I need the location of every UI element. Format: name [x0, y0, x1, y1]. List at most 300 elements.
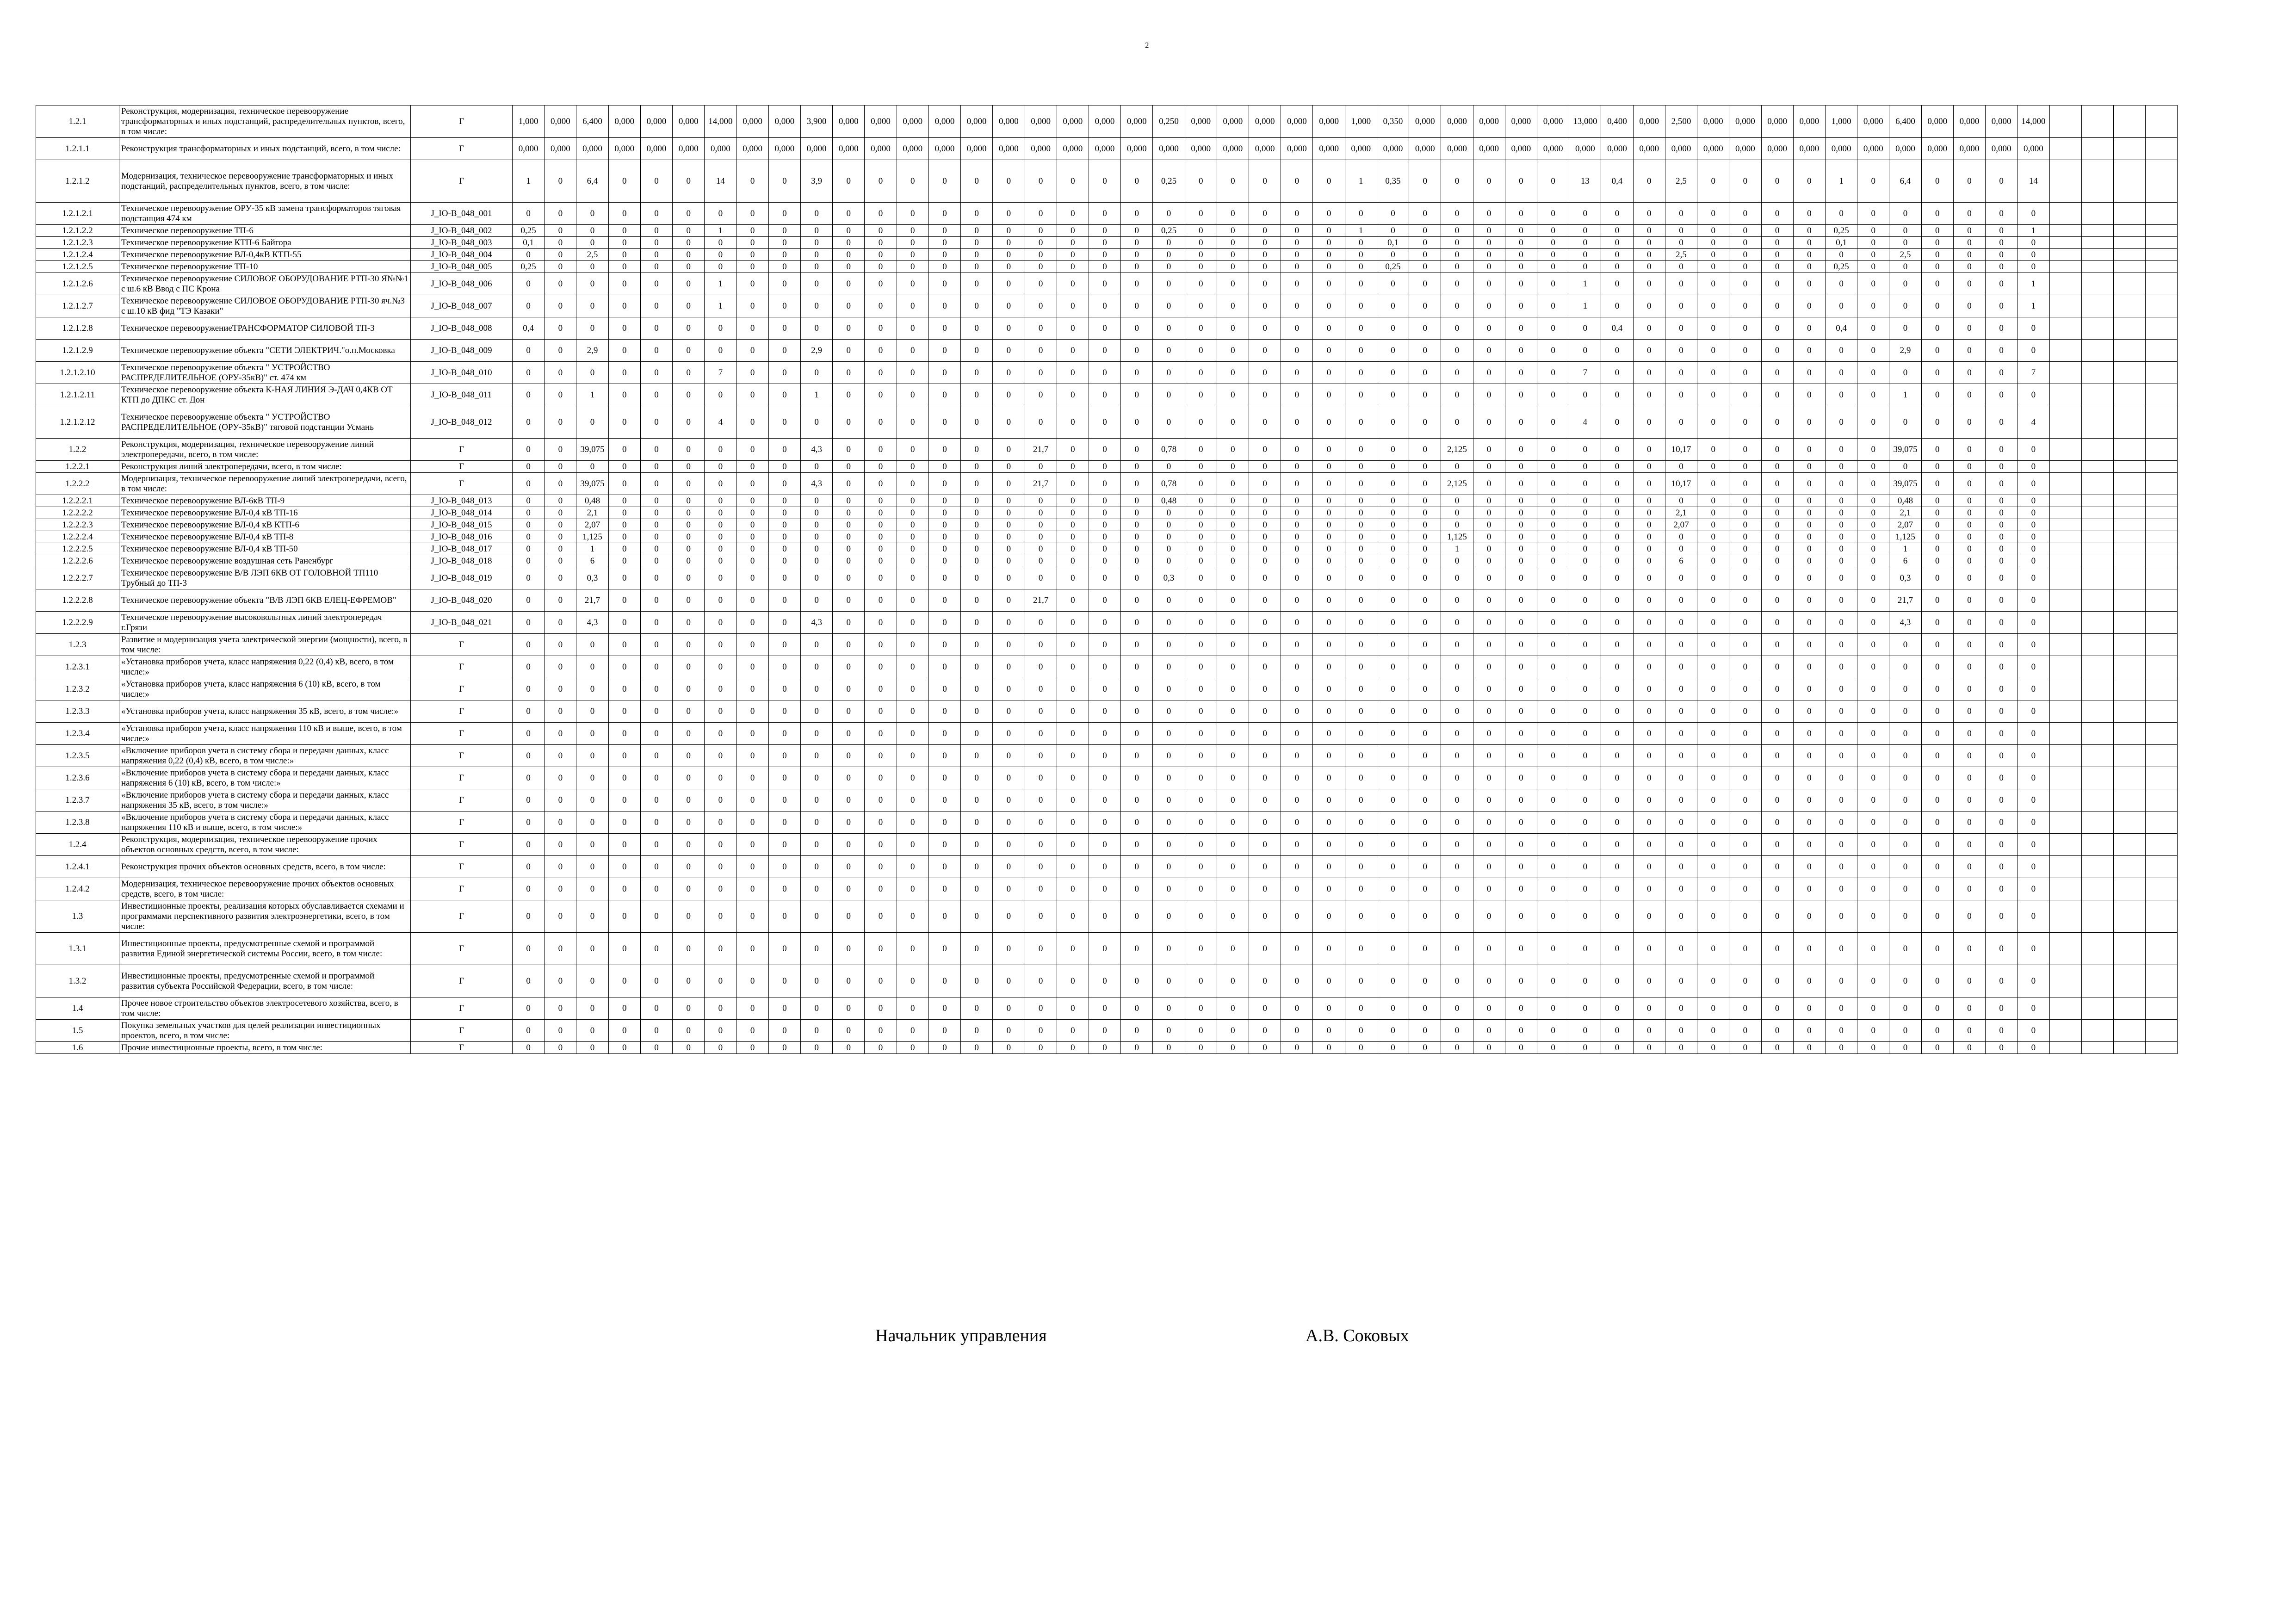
value-cell	[2081, 900, 2113, 933]
value-cell: 0	[1089, 856, 1120, 878]
value-cell: 0	[1665, 384, 1697, 406]
value-cell: 2,07	[576, 519, 608, 531]
value-cell: 0	[1601, 519, 1633, 531]
value-cell: 0	[1793, 745, 1825, 767]
value-cell: 0	[1057, 555, 1089, 567]
value-cell: 0	[1793, 543, 1825, 555]
value-cell: 21,7	[576, 589, 608, 612]
value-cell: 0	[1121, 461, 1153, 473]
value-cell: 0	[1217, 439, 1249, 461]
value-cell: 0	[1953, 362, 1985, 384]
value-cell: 0	[768, 384, 800, 406]
value-cell: 0	[640, 461, 672, 473]
value-cell: 0	[1345, 406, 1377, 439]
value-cell: 0,3	[576, 567, 608, 589]
value-cell: 0	[545, 495, 576, 507]
value-cell: 0	[1345, 237, 1377, 249]
value-cell: 0	[1441, 1020, 1473, 1042]
value-cell: 0,000	[1857, 105, 1889, 138]
value-cell: 0	[1953, 634, 1985, 656]
value-cell: 0	[1857, 589, 1889, 612]
value-cell: 0	[1761, 1020, 1793, 1042]
value-cell: 0	[1153, 965, 1185, 997]
value-cell: 0	[1793, 634, 1825, 656]
row-code: J_IO-B_048_003	[411, 237, 513, 249]
value-cell: 0	[1665, 789, 1697, 812]
value-cell: 0	[768, 439, 800, 461]
value-cell	[2113, 160, 2145, 203]
value-cell: 0	[2018, 767, 2049, 789]
value-cell: 0	[1857, 723, 1889, 745]
value-cell: 1,125	[1889, 531, 1921, 543]
value-cell: 0	[513, 555, 545, 567]
value-cell: 0	[1537, 767, 1569, 789]
value-cell: 0	[1185, 997, 1217, 1020]
value-cell: 0	[1153, 745, 1185, 767]
value-cell: 0	[1665, 317, 1697, 340]
value-cell: 0	[2018, 555, 2049, 567]
value-cell: 0	[1986, 362, 2018, 384]
value-cell	[2146, 589, 2178, 612]
value-cell: 0	[961, 933, 993, 965]
value-cell: 0	[1601, 634, 1633, 656]
value-cell: 0	[1473, 273, 1505, 295]
value-cell: 0	[1057, 261, 1089, 273]
value-cell: 0,25	[513, 225, 545, 237]
value-cell: 0,35	[1377, 160, 1409, 203]
value-cell: 0	[1345, 567, 1377, 589]
value-cell: 0	[897, 439, 928, 461]
value-cell: 0	[865, 965, 897, 997]
value-cell: 0	[1857, 933, 1889, 965]
value-cell: 0	[1313, 700, 1345, 723]
value-cell: 0	[1473, 225, 1505, 237]
value-cell: 0,25	[1153, 225, 1185, 237]
value-cell: 0	[897, 362, 928, 384]
value-cell	[2081, 543, 2113, 555]
value-cell: 0	[1377, 812, 1409, 834]
value-cell: 0	[1665, 612, 1697, 634]
value-cell: 0	[1313, 965, 1345, 997]
value-cell: 0	[1569, 589, 1601, 612]
value-cell: 0	[545, 384, 576, 406]
value-cell: 0	[1025, 295, 1057, 317]
value-cell: 0	[513, 965, 545, 997]
value-cell: 0	[1377, 439, 1409, 461]
value-cell: 0	[1729, 856, 1761, 878]
value-cell: 0	[1921, 160, 1953, 203]
value-cell: 0,350	[1377, 105, 1409, 138]
value-cell: 0	[1761, 203, 1793, 225]
value-cell: 0	[608, 273, 640, 295]
value-cell: 0	[961, 203, 993, 225]
value-cell	[2081, 105, 2113, 138]
value-cell: 0,000	[1986, 105, 2018, 138]
value-cell: 0	[993, 997, 1025, 1020]
value-cell: 0	[1569, 656, 1601, 678]
value-cell: 0	[1665, 700, 1697, 723]
value-cell: 0	[640, 203, 672, 225]
value-cell: 0	[640, 261, 672, 273]
value-cell: 0	[1633, 507, 1665, 519]
value-cell: 0	[736, 812, 768, 834]
value-cell: 0	[1921, 507, 1953, 519]
value-cell: 0	[1569, 439, 1601, 461]
value-cell: 0	[1313, 933, 1345, 965]
value-cell: 0	[833, 439, 865, 461]
value-cell: 0	[1313, 1020, 1345, 1042]
row-number: 1.2.1.2.9	[36, 340, 119, 362]
value-cell: 0	[1153, 678, 1185, 700]
value-cell: 0	[576, 461, 608, 473]
value-cell: 0	[1473, 834, 1505, 856]
value-cell: 0	[1697, 160, 1729, 203]
value-cell: 0	[513, 656, 545, 678]
value-cell: 0	[1345, 249, 1377, 261]
value-cell: 0	[705, 543, 736, 555]
value-cell: 0	[608, 634, 640, 656]
value-cell: 0	[1313, 273, 1345, 295]
value-cell: 0	[1537, 555, 1569, 567]
value-cell: 0	[1217, 634, 1249, 656]
value-cell: 0	[1473, 612, 1505, 634]
value-cell: 0	[865, 589, 897, 612]
value-cell: 0	[1281, 439, 1313, 461]
value-cell: 0	[833, 634, 865, 656]
value-cell: 0,000	[928, 105, 960, 138]
row-code: J_IO-B_048_008	[411, 317, 513, 340]
value-cell: 0	[833, 362, 865, 384]
value-cell	[2113, 812, 2145, 834]
value-cell: 0	[608, 495, 640, 507]
value-cell: 0	[961, 834, 993, 856]
value-cell: 0	[640, 473, 672, 495]
row-title: Прочее новое строительство объектов электросетевого хозяйства, всего, в том числе:	[119, 997, 411, 1020]
value-cell: 0	[1697, 473, 1729, 495]
value-cell: 0	[1697, 519, 1729, 531]
row-number: 1.3	[36, 900, 119, 933]
value-cell: 0	[928, 225, 960, 237]
value-cell: 0	[833, 834, 865, 856]
value-cell: 0	[1313, 589, 1345, 612]
value-cell: 0	[1441, 812, 1473, 834]
value-cell: 0	[1889, 856, 1921, 878]
value-cell: 0	[1633, 723, 1665, 745]
value-cell: 0	[928, 317, 960, 340]
value-cell: 0	[1313, 225, 1345, 237]
value-cell: 0	[673, 317, 705, 340]
value-cell	[2081, 461, 2113, 473]
value-cell: 0	[1729, 1042, 1761, 1054]
value-cell	[2081, 317, 2113, 340]
value-cell: 0	[1281, 997, 1313, 1020]
value-cell: 0,000	[1889, 138, 1921, 160]
value-cell	[2146, 507, 2178, 519]
value-cell	[2146, 900, 2178, 933]
value-cell: 0	[800, 1020, 832, 1042]
value-cell: 0	[1121, 1042, 1153, 1054]
value-cell: 0	[673, 812, 705, 834]
value-cell: 0	[1249, 519, 1281, 531]
value-cell: 0	[1537, 317, 1569, 340]
value-cell: 0	[1633, 612, 1665, 634]
value-cell: 0	[1633, 745, 1665, 767]
value-cell: 0	[1601, 203, 1633, 225]
value-cell: 0	[1473, 812, 1505, 834]
value-cell: 0	[1249, 555, 1281, 567]
value-cell: 0	[1217, 203, 1249, 225]
value-cell: 0	[1697, 634, 1729, 656]
value-cell: 0	[513, 723, 545, 745]
value-cell: 0	[545, 543, 576, 555]
value-cell: 0	[1986, 439, 2018, 461]
value-cell: 7	[2018, 362, 2049, 384]
value-cell: 0	[961, 555, 993, 567]
value-cell: 0	[705, 812, 736, 834]
value-cell: 0	[1281, 160, 1313, 203]
value-cell	[2049, 656, 2081, 678]
value-cell: 0	[1569, 678, 1601, 700]
value-cell: 0	[705, 340, 736, 362]
value-cell: 0	[736, 1020, 768, 1042]
value-cell: 0	[993, 507, 1025, 519]
value-cell: 0	[865, 295, 897, 317]
value-cell: 0	[1153, 900, 1185, 933]
value-cell	[2113, 225, 2145, 237]
value-cell: 0	[1377, 933, 1409, 965]
value-cell: 0	[1377, 473, 1409, 495]
value-cell: 0,000	[736, 105, 768, 138]
value-cell: 0	[1281, 789, 1313, 812]
value-cell: 0	[1281, 340, 1313, 362]
value-cell: 0	[1185, 634, 1217, 656]
value-cell: 0	[1057, 745, 1089, 767]
value-cell: 0	[1281, 856, 1313, 878]
value-cell: 0	[1089, 612, 1120, 634]
value-cell: 0	[1153, 767, 1185, 789]
value-cell: 0	[800, 225, 832, 237]
value-cell: 0	[2018, 723, 2049, 745]
value-cell	[2146, 461, 2178, 473]
value-cell: 0	[1217, 461, 1249, 473]
value-cell: 0	[1921, 295, 1953, 317]
value-cell: 0	[608, 237, 640, 249]
value-cell: 0	[865, 567, 897, 589]
value-cell: 0	[1825, 700, 1857, 723]
value-cell: 0	[736, 225, 768, 237]
value-cell: 0	[1057, 340, 1089, 362]
value-cell: 0	[1089, 317, 1120, 340]
table-row	[36, 237, 2178, 249]
value-cell: 0	[705, 878, 736, 900]
value-cell: 0	[513, 634, 545, 656]
value-cell: 0	[928, 519, 960, 531]
value-cell: 0	[1825, 340, 1857, 362]
value-cell	[2081, 789, 2113, 812]
value-cell: 14,000	[2018, 105, 2049, 138]
value-cell	[2146, 745, 2178, 767]
value-cell	[2081, 856, 2113, 878]
value-cell: 0	[865, 317, 897, 340]
value-cell: 0	[1889, 723, 1921, 745]
value-cell: 0	[1505, 767, 1537, 789]
value-cell: 0	[513, 812, 545, 834]
value-cell: 0	[1761, 612, 1793, 634]
value-cell: 0,000	[1281, 105, 1313, 138]
value-cell	[2113, 473, 2145, 495]
value-cell: 0	[928, 965, 960, 997]
value-cell: 0	[897, 507, 928, 519]
value-cell: 0	[1505, 589, 1537, 612]
value-cell: 0	[1986, 340, 2018, 362]
value-cell: 0	[1057, 273, 1089, 295]
value-cell	[2146, 723, 2178, 745]
row-title: «Включение приборов учета в систему сбора и передачи данных, класс напряжения 110 кВ и выше, всего, в том числе:»	[119, 812, 411, 834]
value-cell: 0	[961, 249, 993, 261]
row-title: Техническое перевооружение ВЛ-6кВ ТП-9	[119, 495, 411, 507]
value-cell: 0	[1986, 261, 2018, 273]
table-row	[36, 543, 2178, 555]
row-code: J_IO-B_048_010	[411, 362, 513, 384]
table-row	[36, 1042, 2178, 1054]
value-cell: 0	[1249, 723, 1281, 745]
value-cell: 1	[1345, 160, 1377, 203]
value-cell: 0	[1889, 1020, 1921, 1042]
value-cell: 0	[1249, 656, 1281, 678]
value-cell: 0	[1121, 634, 1153, 656]
row-code: J_IO-B_048_020	[411, 589, 513, 612]
value-cell: 0	[1761, 812, 1793, 834]
value-cell: 0	[1057, 461, 1089, 473]
value-cell: 0	[961, 317, 993, 340]
value-cell: 0	[833, 507, 865, 519]
row-number: 1.2.1	[36, 105, 119, 138]
value-cell: 0	[1441, 237, 1473, 249]
value-cell	[2081, 203, 2113, 225]
value-cell	[2113, 834, 2145, 856]
value-cell: 0	[1473, 678, 1505, 700]
value-cell: 0	[1825, 933, 1857, 965]
value-cell: 0	[1121, 856, 1153, 878]
value-cell	[2146, 634, 2178, 656]
value-cell: 0	[1889, 273, 1921, 295]
value-cell: 0	[1505, 965, 1537, 997]
value-cell: 0	[705, 439, 736, 461]
value-cell: 0	[1761, 856, 1793, 878]
value-cell: 0	[1185, 700, 1217, 723]
value-cell	[2049, 384, 2081, 406]
table-row	[36, 507, 2178, 519]
value-cell: 0	[576, 834, 608, 856]
value-cell: 0	[1249, 745, 1281, 767]
value-cell: 0	[1665, 678, 1697, 700]
table-row	[36, 160, 2178, 203]
value-cell: 0	[1569, 878, 1601, 900]
value-cell: 0	[673, 225, 705, 237]
value-cell: 0	[673, 965, 705, 997]
value-cell: 0,48	[1153, 495, 1185, 507]
value-cell: 0	[1121, 519, 1153, 531]
row-title: Техническое перевооружение ВЛ-0,4 кВ КТП-6	[119, 519, 411, 531]
value-cell: 0	[1986, 745, 2018, 767]
value-cell	[2146, 834, 2178, 856]
value-cell: 0	[545, 767, 576, 789]
value-cell: 0	[800, 900, 832, 933]
value-cell: 0	[961, 878, 993, 900]
value-cell: 0	[1025, 249, 1057, 261]
value-cell: 0	[736, 933, 768, 965]
value-cell: 0	[897, 225, 928, 237]
value-cell: 0	[1249, 900, 1281, 933]
value-cell: 0	[1281, 495, 1313, 507]
value-cell	[2081, 261, 2113, 273]
value-cell: 0	[513, 900, 545, 933]
value-cell: 0	[1217, 543, 1249, 555]
row-code: Г	[411, 856, 513, 878]
value-cell: 0	[640, 878, 672, 900]
value-cell: 0	[1313, 1042, 1345, 1054]
value-cell: 0	[1633, 439, 1665, 461]
value-cell: 0	[673, 933, 705, 965]
value-cell: 0	[1505, 225, 1537, 237]
value-cell: 0	[768, 225, 800, 237]
value-cell: 0	[1793, 461, 1825, 473]
value-cell: 0	[1697, 406, 1729, 439]
value-cell: 0	[545, 249, 576, 261]
value-cell: 0	[1761, 700, 1793, 723]
value-cell: 0,000	[993, 138, 1025, 160]
value-cell: 0	[1377, 384, 1409, 406]
value-cell: 0	[1313, 384, 1345, 406]
value-cell: 0	[1345, 745, 1377, 767]
value-cell: 0	[673, 900, 705, 933]
value-cell: 0	[1601, 340, 1633, 362]
value-cell: 0	[513, 543, 545, 555]
value-cell: 0	[545, 856, 576, 878]
value-cell: 0	[1825, 878, 1857, 900]
value-cell: 0	[768, 519, 800, 531]
value-cell: 0	[2018, 700, 2049, 723]
value-cell: 0	[1986, 295, 2018, 317]
row-number: 1.2.4.2	[36, 878, 119, 900]
value-cell: 0	[1537, 1042, 1569, 1054]
value-cell: 0	[928, 656, 960, 678]
value-cell: 0,000	[1793, 138, 1825, 160]
value-cell: 0	[768, 900, 800, 933]
value-cell: 0	[1377, 965, 1409, 997]
value-cell: 0	[673, 237, 705, 249]
value-cell: 0,4	[1601, 160, 1633, 203]
value-cell: 0	[768, 634, 800, 656]
row-number: 1.2.3.7	[36, 789, 119, 812]
value-cell: 0	[1217, 406, 1249, 439]
value-cell: 0	[1057, 543, 1089, 555]
value-cell: 0	[705, 900, 736, 933]
value-cell: 0	[1953, 495, 1985, 507]
value-cell: 0	[928, 384, 960, 406]
value-cell: 0,000	[673, 105, 705, 138]
value-cell: 0	[1025, 634, 1057, 656]
value-cell: 0	[1793, 900, 1825, 933]
value-cell: 0	[1409, 812, 1441, 834]
value-cell: 1,125	[576, 531, 608, 543]
page-number: 2	[1145, 41, 1149, 50]
value-cell: 0	[993, 834, 1025, 856]
value-cell: 0	[1217, 531, 1249, 543]
value-cell: 0	[1217, 237, 1249, 249]
table-row	[36, 1020, 2178, 1042]
value-cell: 0	[833, 997, 865, 1020]
